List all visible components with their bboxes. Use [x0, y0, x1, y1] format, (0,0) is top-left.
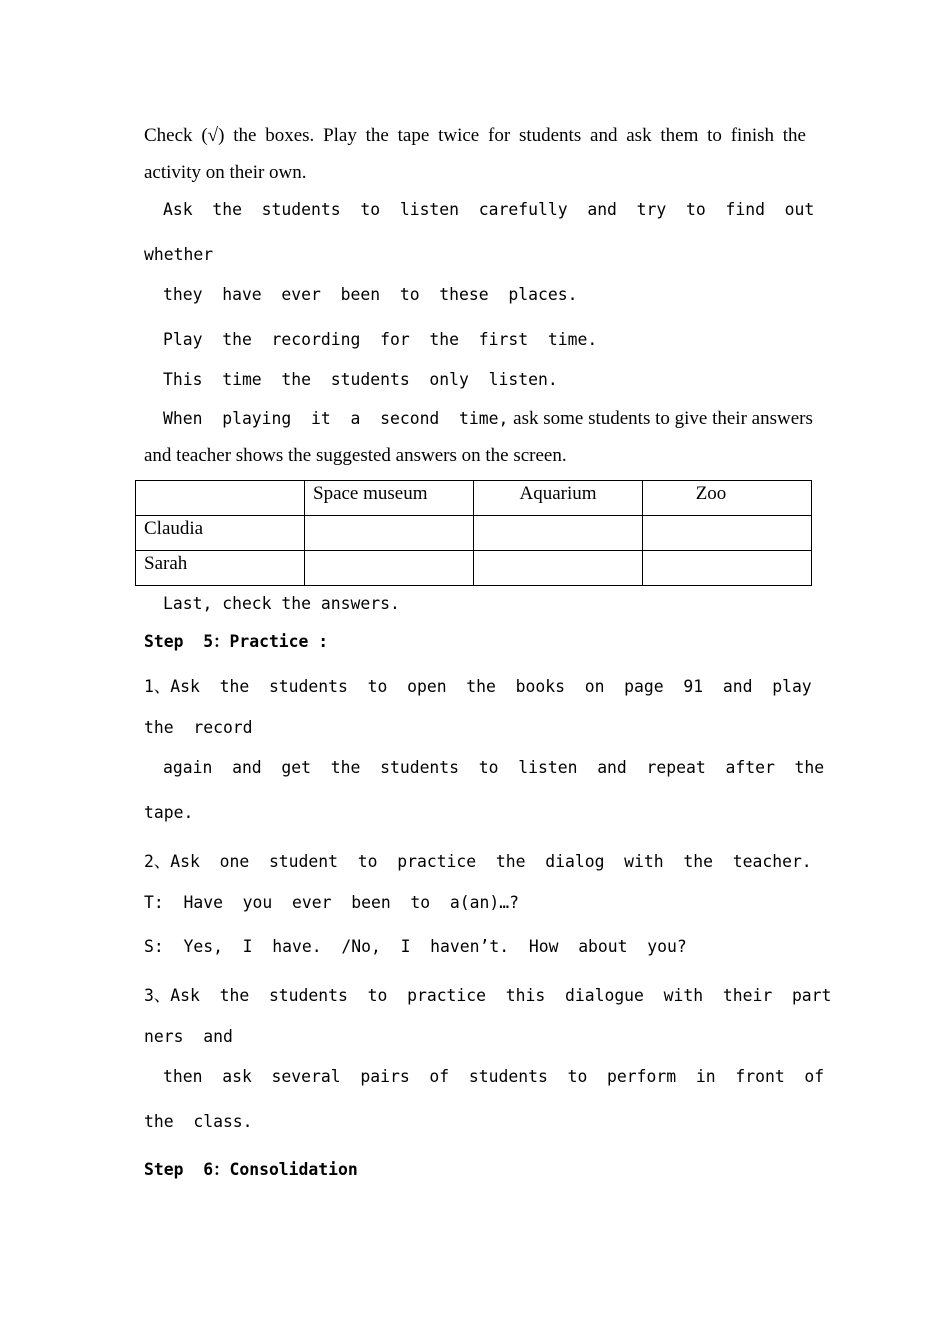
step5-item3-line4: the class.	[144, 1112, 253, 1131]
step5-item2: 2、Ask one student to practice the dialog with the teacher.	[144, 852, 812, 871]
table-cell	[305, 551, 474, 586]
ask-instruction-line2: whether	[144, 245, 214, 264]
table-header-cell: Space museum	[305, 481, 474, 516]
table-cell	[643, 551, 812, 586]
step6-heading: Step 6：Consolidation	[144, 1160, 358, 1179]
second-time-mono-part: When playing it a second time,	[163, 409, 509, 428]
check-instruction-line1: Check (√) the boxes. Play the tape twice for students and ask them to finish the	[144, 125, 806, 146]
table-header-cell: Aquarium	[474, 481, 643, 516]
teacher-shows-line: and teacher shows the suggested answers on the screen.	[144, 445, 567, 466]
play-recording-line: Play the recording for the first time.	[163, 330, 598, 349]
table-cell	[643, 516, 812, 551]
step5-item1-line1: 1、Ask the students to open the books on page 91 and play	[144, 677, 812, 696]
table-row-label: Sarah	[136, 551, 305, 586]
step5-item3-line3: then ask several pairs of students to perform in front of	[163, 1067, 825, 1086]
check-instruction-line2: activity on their own.	[144, 162, 307, 183]
table-header-cell	[136, 481, 305, 516]
step5-item1-line4: tape.	[144, 803, 194, 822]
dialog-teacher-line: T: Have you ever been to a(an)…?	[144, 893, 519, 912]
dialog-student-line: S: Yes, I have. /No, I haven’t. How about you?	[144, 937, 687, 956]
table-cell	[305, 516, 474, 551]
table-row	[136, 551, 812, 586]
step5-item1-line3: again and get the students to listen and repeat after the	[163, 758, 825, 777]
second-time-serif-part: ask some students to give their answers	[508, 408, 813, 429]
step5-item3-line1: 3、Ask the students to practice this dialogue with their part	[144, 986, 832, 1005]
ask-instruction-line1: Ask the students to listen carefully and try to find out	[163, 200, 815, 219]
step5-item1-line2: the record	[144, 718, 253, 737]
table-cell	[474, 551, 643, 586]
ask-instruction-line3: they have ever been to these places.	[163, 285, 578, 304]
table-cell	[474, 516, 643, 551]
second-time-line	[163, 408, 813, 430]
step5-heading: Step 5：Practice :	[144, 632, 329, 651]
table-row	[136, 516, 812, 551]
places-table	[135, 480, 812, 586]
listen-only-line: This time the students only listen.	[163, 370, 558, 389]
table-header-cell: Zoo	[643, 481, 812, 516]
step5-item3-line2: ners and	[144, 1027, 233, 1046]
check-answers-line: Last, check the answers.	[163, 594, 400, 613]
table-row-label: Claudia	[136, 516, 305, 551]
table-header-row	[136, 481, 812, 516]
